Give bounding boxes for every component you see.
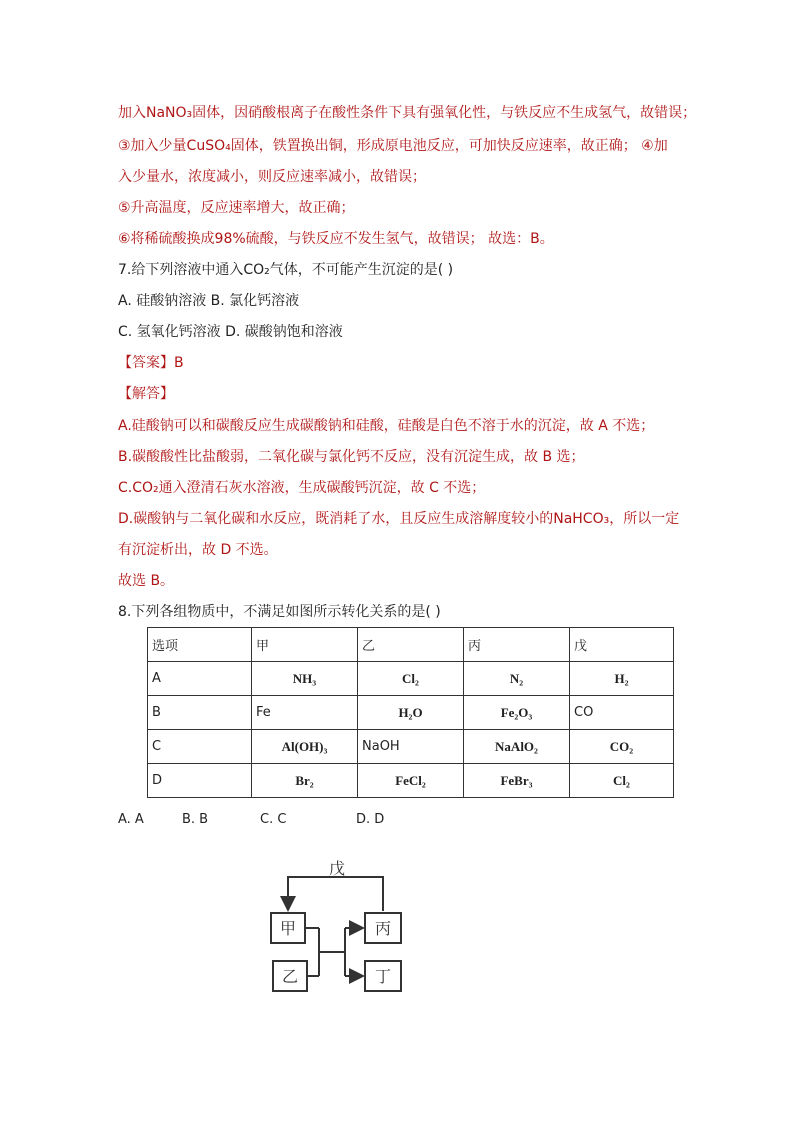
label-yi: 乙 <box>281 967 299 986</box>
table-cell: C <box>148 730 252 764</box>
table-cell: H₂ <box>570 662 674 696</box>
explanation-c: C.CO₂通入澄清石灰水溶液，生成碳酸钙沉淀，故 C 不选； <box>118 480 486 496</box>
table-header: 甲 <box>252 628 358 662</box>
table-cell: Fe₂O₃ <box>464 696 570 730</box>
table-cell: B <box>148 696 252 730</box>
table-cell: CO₂ <box>570 730 674 764</box>
table-cell: FeBr₃ <box>464 764 570 798</box>
table-cell: H₂O <box>358 696 464 730</box>
table-cell: A <box>148 662 252 696</box>
table-cell: Al(OH)₃ <box>252 730 358 764</box>
table-cell: Fe <box>252 696 358 730</box>
table-cell: Cl₂ <box>570 764 674 798</box>
options-table <box>147 627 674 798</box>
label-bing: 丙 <box>374 919 392 938</box>
table-cell: D <box>148 764 252 798</box>
table-row <box>148 662 674 696</box>
table-cell: NH₃ <box>252 662 358 696</box>
choice-c: C. C <box>260 812 287 827</box>
table-cell: NaOH <box>358 730 464 764</box>
table-header: 乙 <box>358 628 464 662</box>
loop-arrow <box>288 877 383 911</box>
question-7: 7.给下列溶液中通入CO₂气体，不可能产生沉淀的是( ) <box>118 262 454 278</box>
choice-b: B. B <box>182 812 209 827</box>
table-header: 戊 <box>570 628 674 662</box>
table-row <box>148 696 674 730</box>
analysis-label: 【解答】 <box>118 386 174 402</box>
final-choice: 故选 B。 <box>118 573 175 589</box>
answer-label: 【答案】B <box>118 355 184 371</box>
table-row <box>148 764 674 798</box>
analysis-line-4: ⑤升高温度，反应速率增大，故正确； <box>118 200 355 216</box>
table-cell: NaAlO₂ <box>464 730 570 764</box>
label-wu: 戊 <box>328 859 346 878</box>
choice-a: A. A <box>118 812 144 827</box>
table-cell: CO <box>570 696 674 730</box>
table-cell: N₂ <box>464 662 570 696</box>
table-cell: Br₂ <box>252 764 358 798</box>
analysis-line-5: ⑥将稀硫酸换成98%硫酸，与铁反应不发生氢气，故错误； 故选：B。 <box>118 231 554 247</box>
label-jia: 甲 <box>279 919 297 938</box>
table-header: 选项 <box>148 628 252 662</box>
choice-d: D. D <box>356 812 385 827</box>
table-header-row <box>148 628 674 662</box>
explanation-a: A.硅酸钠可以和碳酸反应生成碳酸钠和硅酸，硅酸是白色不溶于水的沉淀，故 A 不选； <box>118 418 655 434</box>
analysis-line-2: ③加入少量CuSO₄固体，铁置换出铜，形成原电池反应，可加快反应速率，故正确； ④加 <box>118 138 668 154</box>
explanation-d: D.碳酸钠与二氧化碳和水反应，既消耗了水，且反应生成溶解度较小的NaHCO₃，所以一定 <box>118 511 680 527</box>
explanation-d-cont: 有沉淀析出，故 D 不选。 <box>118 542 278 558</box>
analysis-line-3: 入少量水，浓度减小，则反应速率减小，故错误； <box>118 169 426 185</box>
question-7-options-ab: A. 硅酸钠溶液 B. 氯化钙溶液 <box>118 293 300 309</box>
conversion-diagram <box>265 855 415 1005</box>
question-7-options-cd: C. 氢氧化钙溶液 D. 碳酸钠饱和溶液 <box>118 324 343 340</box>
explanation-b: B.碳酸酸性比盐酸弱，二氧化碳与氯化钙不反应，没有沉淀生成，故 B 选； <box>118 449 585 465</box>
table-header: 丙 <box>464 628 570 662</box>
table-cell: FeCl₂ <box>358 764 464 798</box>
question-8: 8.下列各组物质中，不满足如图所示转化关系的是( ) <box>118 604 441 620</box>
table-cell: Cl₂ <box>358 662 464 696</box>
table-row <box>148 730 674 764</box>
label-ding: 丁 <box>374 967 392 986</box>
analysis-line-1: 加入NaNO₃固体，因硝酸根离子在酸性条件下具有强氧化性，与铁反应不生成氢气，故错误； <box>118 105 697 121</box>
